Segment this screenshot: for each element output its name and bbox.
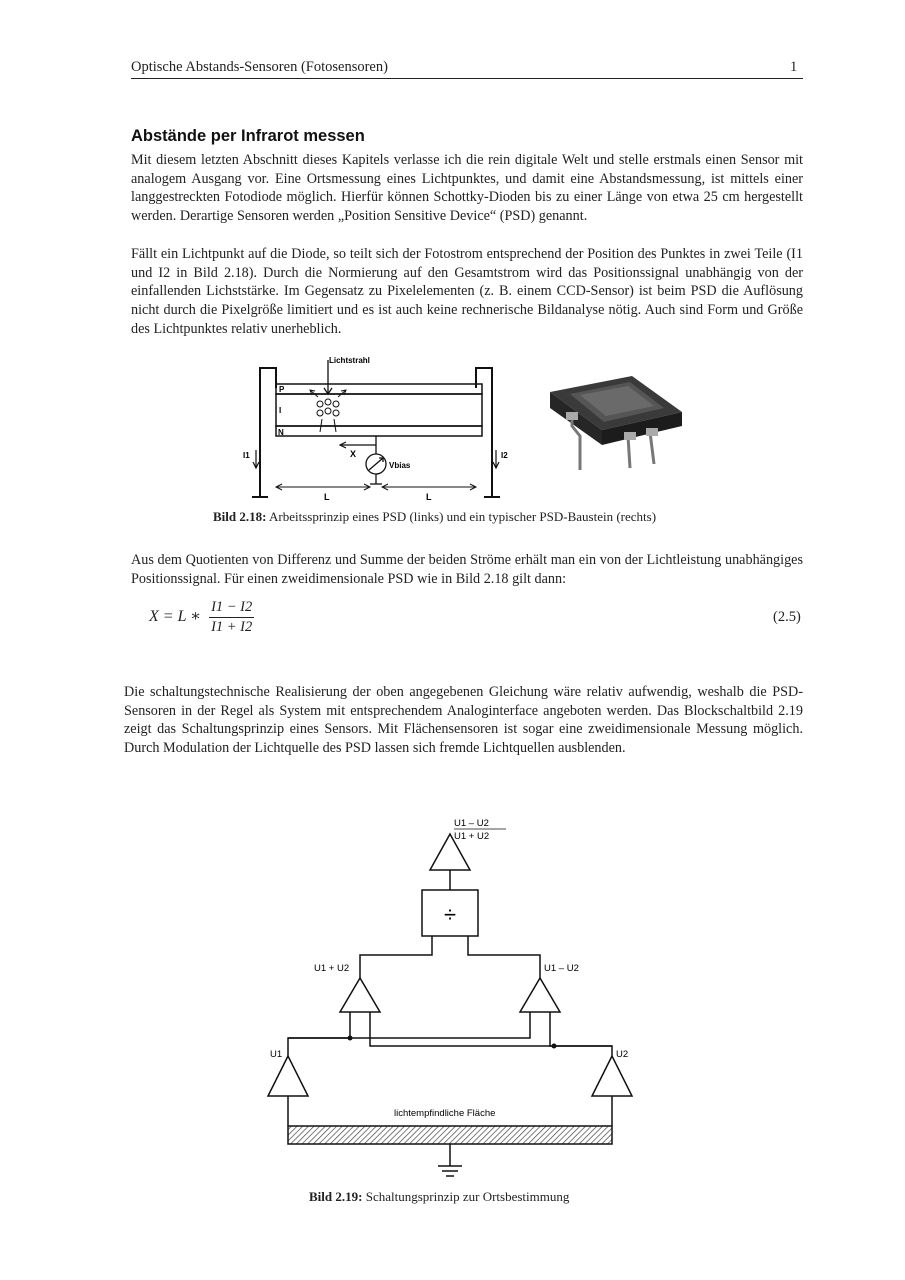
figure-block-diagram <box>262 810 642 1182</box>
figure-2-19-caption <box>309 1189 569 1205</box>
light-beam <box>324 360 332 394</box>
label-l-right: L <box>426 492 432 502</box>
caption-label: Bild 2.19: <box>309 1189 363 1204</box>
difference-amplifier <box>520 978 560 1012</box>
label-u1: U1 <box>270 1049 283 1060</box>
equation-fraction <box>209 598 254 637</box>
caption-label: Bild 2.18: <box>213 509 267 524</box>
divider-wires <box>360 936 540 978</box>
page-number: 1 <box>790 59 798 75</box>
paragraph-intro: Mit diesem letzten Abschnitt dieses Kapitels verlasse ich die rein digitale Welt und stelle erstmals einen Sensor mit analogem Ausgang vor. Eine Ortsmessung eines Lichtpunktes, und damit eine Abstandsmessung, ist mittels einer langgestreckten Fotodiode möglich. Hierfür können Schottky-Dioden bis zu einer Länge von etwa 25 cm hergestellt werden. Derartige Sensoren werden „Position Sensitive Device“ (PSD) genannt. <box>131 152 803 225</box>
ground-symbol <box>438 1144 462 1176</box>
bias-circuit <box>366 436 386 484</box>
header-rule <box>131 78 803 79</box>
label-u2: U2 <box>616 1049 629 1060</box>
section-heading: Abstände per Infrarot messen <box>131 127 365 145</box>
label-vbias: Vbias <box>389 461 411 470</box>
equation-denominator: I1 + I2 <box>211 619 253 635</box>
equation-numerator: I1 − I2 <box>209 598 254 618</box>
paragraph-realization: Die schaltungstechnische Realisierung der oben angegebenen Gleichung wäre relativ aufwendig, weshalb die PSD-Sensoren in der Regel als System mit entsprechendem Analoginterface angeboten werden. Das Blockschaltbild 2.19 zeigt das Schaltungsprinzip eines Sensors. Mit Flächensensoren ist sogar eine zweidimensionale Messung möglich. Durch Modulation der Lichtquelle des PSD lassen sich fremde Lichtquellen ausblenden. <box>124 684 803 757</box>
label-out-num: U1 – U2 <box>454 818 489 829</box>
psd-layers <box>276 384 482 436</box>
label-diff: U1 – U2 <box>544 963 579 974</box>
u1-amplifier <box>268 1056 308 1096</box>
sum-amplifier <box>340 978 380 1012</box>
label-lichtstrahl: Lichtstrahl <box>329 356 370 365</box>
paragraph-quotient: Aus dem Quotienten von Differenz und Summe der beiden Ströme erhält man ein von der Lichtleistung unabhängiges Positionssignal. Für einen zweidimensionale PSD wie in Bild 2.18 gilt dann: <box>131 552 803 587</box>
u2-amplifier <box>592 1056 632 1096</box>
x-arrow <box>340 442 376 448</box>
running-title: Optische Abstands-Sensoren (Fotosensoren) <box>131 59 388 75</box>
label-i2: I2 <box>501 451 508 460</box>
photosensitive-surface <box>288 1126 612 1144</box>
crossing-wires <box>288 1012 612 1056</box>
paragraph-principle: Fällt ein Lichtpunkt auf die Diode, so teilt sich der Fotostrom entsprechend der Position des Punktes in zwei Teile (I1 und I2 in Bild 2.18). Durch die Normierung auf den Gesamtstrom wird das Positionssignal unabhängig von der einfallenden Lichststärke. Im Gegensatz zu Pixelelementen (z. B. einem CCD-Sensor) ist beim PSD die Auflösung nicht durch die Pixelgröße limitiert und es ist auch keine rechnerische Bildanalyse nötig. Auch sind Form und Größe des Lichtpunktes relativ unerheblich. <box>131 246 803 337</box>
divider-symbol: ÷ <box>443 902 457 927</box>
label-i: I <box>279 406 282 415</box>
label-surface: lichtempfindliche Fläche <box>394 1108 496 1119</box>
label-n: N <box>278 428 284 437</box>
equation-2-5 <box>149 598 254 637</box>
caption-text: Arbeitssprinzip eines PSD (links) und ein typischer PSD-Baustein (rechts) <box>266 509 657 524</box>
caption-text: Schaltungsprinzip zur Ortsbestimmung <box>362 1189 570 1204</box>
label-out-den: U1 + U2 <box>454 831 490 842</box>
figure-psd-principle <box>240 350 710 505</box>
equation-lhs: X = L ∗ <box>149 608 206 626</box>
label-sum: U1 + U2 <box>314 963 350 974</box>
label-i1: I1 <box>243 451 250 460</box>
label-x: X <box>350 449 357 459</box>
label-l-left: L <box>324 492 330 502</box>
length-dimensions <box>276 484 476 490</box>
figure-2-18-caption <box>213 509 656 525</box>
label-p: P <box>279 385 285 394</box>
psd-chip-image <box>550 376 682 470</box>
equation-number: (2.5) <box>773 609 801 625</box>
